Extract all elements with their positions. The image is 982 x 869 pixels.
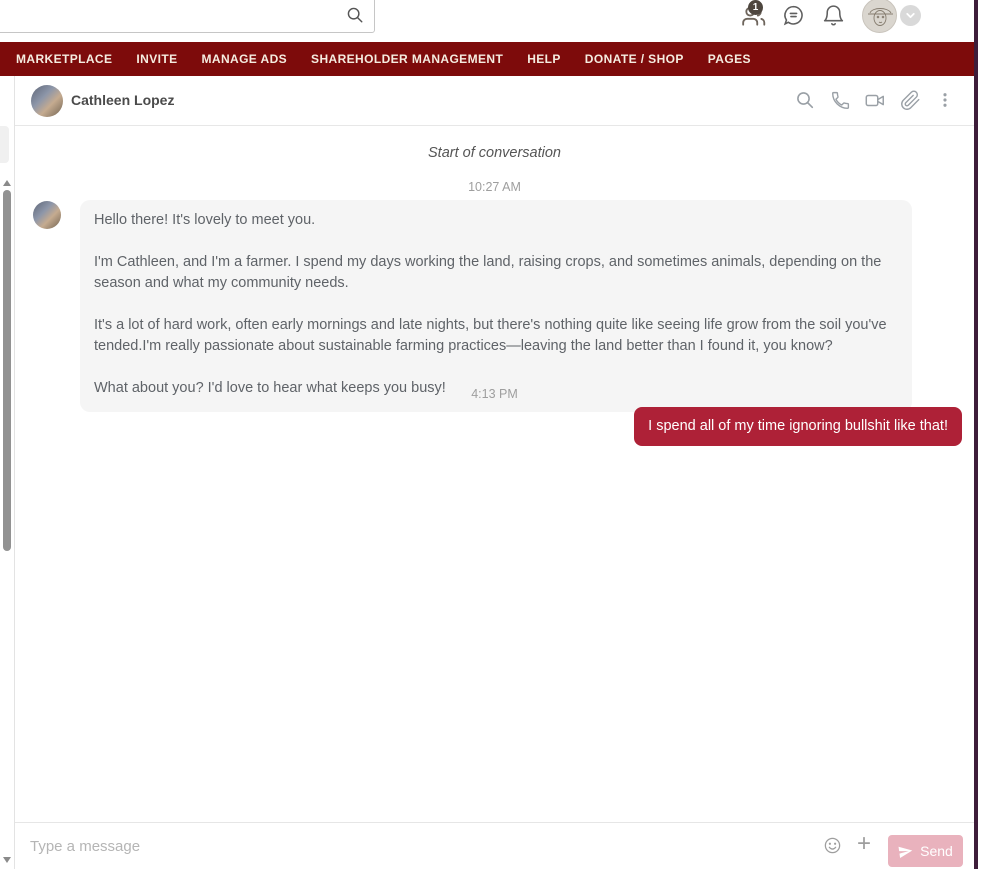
chat-search-icon[interactable] <box>794 89 816 111</box>
global-search-box[interactable] <box>0 0 375 33</box>
start-of-conversation-label: Start of conversation <box>428 145 561 161</box>
message-composer <box>15 822 974 869</box>
more-options-icon[interactable] <box>934 89 956 111</box>
window-edge-stripe <box>974 0 978 869</box>
contact-avatar[interactable] <box>31 85 63 117</box>
message-paragraph: What about you? I'd love to hear what keeps you busy! <box>94 380 446 396</box>
nav-item-pages[interactable]: PAGES <box>707 52 751 66</box>
sent-message-timestamp: 4:13 PM <box>471 387 518 401</box>
profile-avatar[interactable] <box>862 0 897 33</box>
scrollbar-up-arrow[interactable] <box>3 180 11 186</box>
paper-plane-icon <box>897 843 914 860</box>
notifications-bell-icon[interactable] <box>821 3 847 29</box>
contact-name: Cathleen Lopez <box>71 92 175 108</box>
message-paragraph: I'm Cathleen, and I'm a farmer. I spend my days working the land, raising crops, and sometimes animals, depending on the season and what my community needs. <box>94 254 882 291</box>
nav-item-shareholder-management[interactable]: SHAREHOLDER MANAGEMENT <box>311 52 504 66</box>
notification-count-badge: 1 <box>748 0 763 15</box>
messages-icon[interactable] <box>781 3 807 29</box>
scrollbar-down-arrow[interactable] <box>3 857 11 863</box>
send-button[interactable] <box>888 835 963 867</box>
message-paragraph: It's a lot of hard work, often early mornings and late nights, but there's nothing quite like seeing life grow from the soil you've tended.I'm really passionate about sustainable farming practices—leaving the land better than I found it, you know? <box>94 317 887 354</box>
chat-header-actions <box>794 89 956 111</box>
message-sender-avatar[interactable] <box>33 201 61 229</box>
nav-item-donate-shop[interactable]: DONATE / SHOP <box>584 52 684 66</box>
send-button-label: Send <box>920 843 953 859</box>
top-bar <box>0 0 974 42</box>
add-attachment-icon[interactable]: + <box>857 830 872 857</box>
received-message-bubble <box>80 200 912 412</box>
voice-call-icon[interactable] <box>829 89 851 111</box>
emoji-icon[interactable] <box>823 836 842 860</box>
nav-item-marketplace[interactable]: MARKETPLACE <box>16 52 113 66</box>
account-menu-button[interactable] <box>900 5 921 26</box>
search-icon[interactable] <box>346 6 364 29</box>
sent-message-bubble: I spend all of my time ignoring bullshit like that! <box>634 407 962 446</box>
video-call-icon[interactable] <box>864 89 886 111</box>
search-input[interactable] <box>5 2 325 28</box>
scrollbar-thumb[interactable] <box>3 190 11 551</box>
message-paragraph: Hello there! It's lovely to meet you. <box>94 212 316 228</box>
main-navigation <box>0 42 974 76</box>
received-message-timestamp: 10:27 AM <box>468 180 521 194</box>
nav-item-help[interactable]: HELP <box>527 52 561 66</box>
nav-item-invite[interactable]: INVITE <box>136 52 178 66</box>
message-input[interactable] <box>30 831 790 861</box>
selected-conversation-item[interactable] <box>0 126 9 163</box>
attachment-icon[interactable] <box>899 89 921 111</box>
chat-header <box>15 76 974 126</box>
nav-item-manage-ads[interactable]: MANAGE ADS <box>201 52 288 66</box>
